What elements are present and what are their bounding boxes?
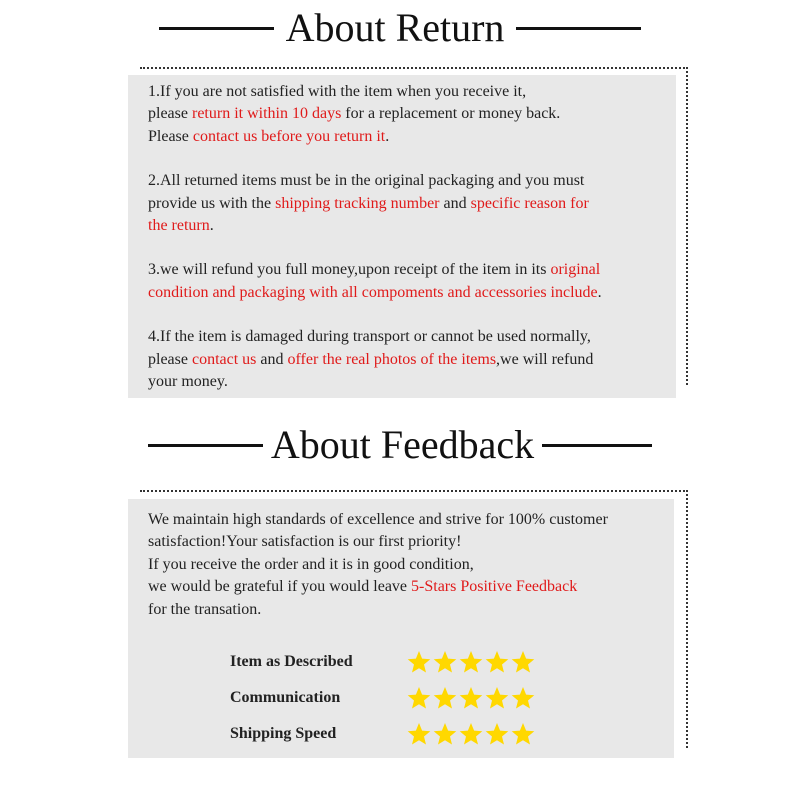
heading-rule-left xyxy=(159,27,274,30)
body-text: and xyxy=(439,194,471,212)
return-policy-item xyxy=(148,259,656,304)
body-text: please xyxy=(148,350,192,368)
star-icon xyxy=(432,650,458,674)
highlight-text: return it within 10 days xyxy=(191,105,342,123)
highlight-text: 5-Stars Positive Feedback xyxy=(411,578,578,596)
body-text: for a replacement or money back. xyxy=(341,105,561,123)
star-icon xyxy=(406,650,432,674)
text-line xyxy=(148,81,656,103)
body-text: . xyxy=(209,217,214,235)
body-text: Please xyxy=(148,127,193,145)
rating-row xyxy=(230,722,550,746)
star-icon xyxy=(458,722,484,746)
text-line xyxy=(148,554,654,576)
body-text: 4.If the item is damaged during transport or cannot be used normally, xyxy=(148,328,591,346)
heading-rule-right xyxy=(542,444,652,447)
feedback-message xyxy=(148,509,654,621)
text-line xyxy=(148,531,654,553)
highlight-text: specific reason for xyxy=(470,194,589,212)
text-line xyxy=(148,126,656,148)
rating-label: Communication xyxy=(230,689,341,706)
text-line xyxy=(148,576,654,598)
text-line xyxy=(148,509,654,531)
text-line xyxy=(148,103,656,125)
text-line xyxy=(148,599,654,621)
rating-stars xyxy=(406,722,536,746)
body-text: . xyxy=(385,127,390,145)
star-icon xyxy=(458,686,484,710)
heading-rule-left xyxy=(148,444,263,447)
rating-row xyxy=(230,686,550,710)
highlight-text: condition and packaging with all compoments and accessories include xyxy=(148,283,598,301)
return-panel xyxy=(128,75,676,398)
text-line xyxy=(148,371,656,393)
text-line xyxy=(148,259,656,281)
body-text: we would be grateful if you would leave xyxy=(148,578,412,596)
body-text: your money. xyxy=(148,373,228,391)
body-text: for the transation. xyxy=(148,600,262,618)
highlight-text: offer the real photos of the items xyxy=(287,350,497,368)
body-text: We maintain high standards of excellence and strive for 100% customer xyxy=(148,511,608,528)
text-line xyxy=(148,215,656,237)
body-text: and xyxy=(256,350,288,368)
highlight-text: contact us before you return it xyxy=(192,127,386,145)
return-heading xyxy=(0,5,800,50)
highlight-text: shipping tracking number xyxy=(275,194,440,212)
highlight-text: original xyxy=(550,261,601,279)
body-text: 3.we will refund you full money,upon receipt of the item in its xyxy=(148,261,551,279)
text-line xyxy=(148,326,656,348)
star-icon xyxy=(484,722,510,746)
return-policy-item xyxy=(148,81,656,148)
body-text: ,we will refund xyxy=(496,350,594,368)
body-text: please xyxy=(148,105,192,123)
return-policy-item xyxy=(148,170,656,237)
feedback-title: About Feedback xyxy=(270,422,535,467)
star-icon xyxy=(458,650,484,674)
body-text: If you receive the order and it is in good condition, xyxy=(148,555,474,573)
star-icon xyxy=(432,722,458,746)
star-icon xyxy=(510,650,536,674)
body-text: 1.If you are not satisfied with the item when you receive it, xyxy=(148,83,527,100)
text-line xyxy=(148,282,656,304)
highlight-text: the return xyxy=(148,217,210,235)
rating-stars xyxy=(406,650,536,674)
rating-row xyxy=(230,650,550,674)
return-title: About Return xyxy=(285,5,505,50)
star-icon xyxy=(484,686,510,710)
star-icon xyxy=(432,686,458,710)
feedback-heading xyxy=(0,422,800,467)
body-text: . xyxy=(597,283,602,301)
heading-rule-right xyxy=(516,27,641,30)
highlight-text: contact us xyxy=(191,350,257,368)
return-policy-list xyxy=(148,81,656,393)
body-text: provide us with the xyxy=(148,194,276,212)
text-line xyxy=(148,349,656,371)
star-icon xyxy=(484,650,510,674)
return-policy-item xyxy=(148,326,656,393)
star-icon xyxy=(510,722,536,746)
body-text: satisfaction!Your satisfaction is our first priority! xyxy=(148,533,462,551)
feedback-panel xyxy=(128,499,674,758)
rating-label: Item as Described xyxy=(230,653,353,670)
text-line xyxy=(148,193,656,215)
star-icon xyxy=(510,686,536,710)
body-text: 2.All returned items must be in the original packaging and you must xyxy=(148,172,585,190)
star-icon xyxy=(406,722,432,746)
rating-stars xyxy=(406,686,536,710)
star-icon xyxy=(406,686,432,710)
rating-label: Shipping Speed xyxy=(230,725,337,742)
text-line xyxy=(148,170,656,192)
